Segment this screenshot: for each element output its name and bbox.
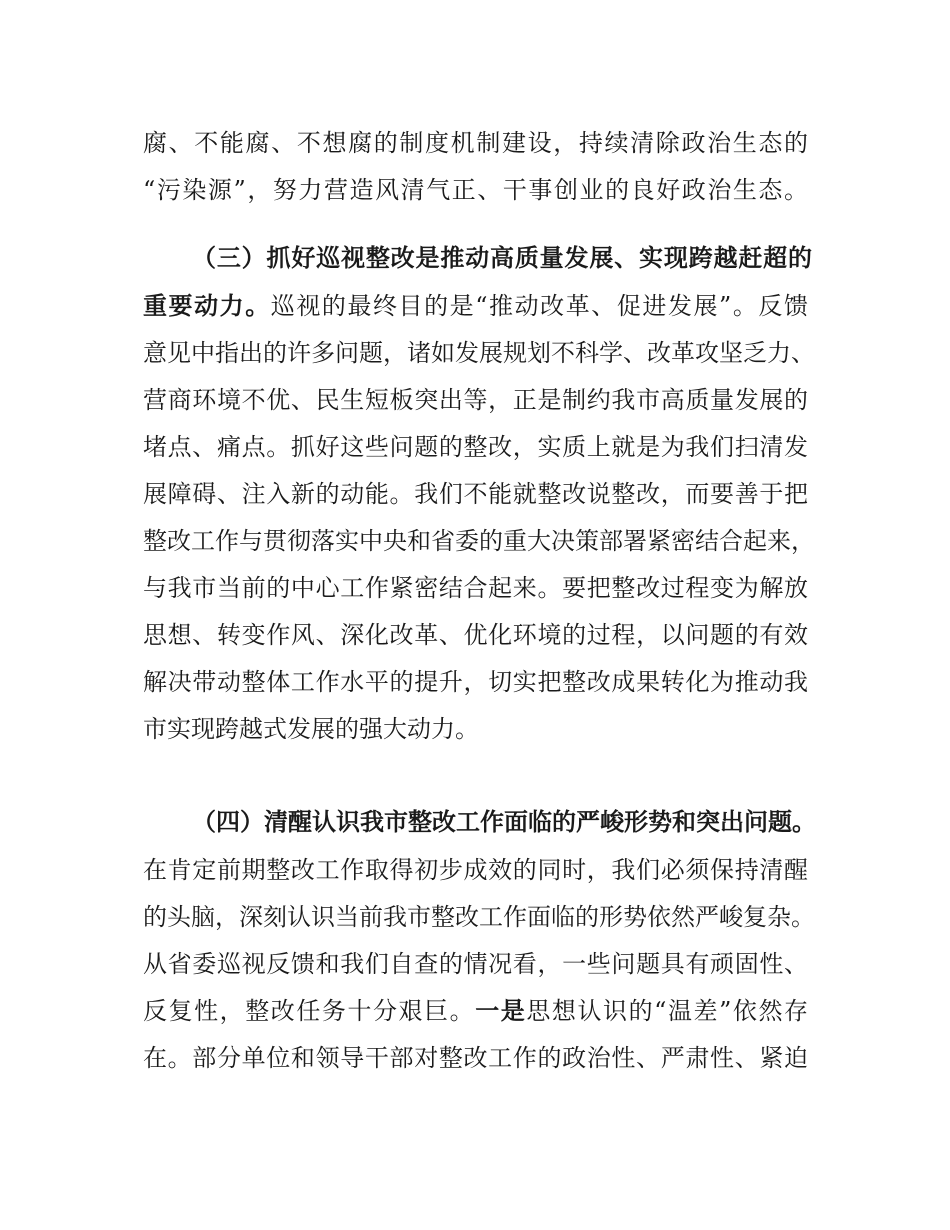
text-line (143, 996, 808, 1026)
body-text: 解决带动整体工作水平的提升，切实把整改成果转化为推动我 (143, 668, 808, 696)
text-line (143, 902, 815, 932)
text-line (143, 1043, 808, 1073)
body-text: 堵点、痛点。抓好这些问题的整改，实质上就是为我们扫清发 (143, 433, 808, 461)
body-text: 的头脑，深刻认识当前我市整改工作面临的形势依然严峻复杂。 (143, 903, 815, 931)
text-line (143, 291, 808, 321)
body-text: 思想、转变作风、深化改革、优化环境的过程，以问题的有效 (143, 621, 808, 649)
text-line (143, 175, 808, 205)
text-line (143, 128, 808, 158)
text-line (143, 338, 815, 368)
text-line (143, 385, 808, 415)
text-line (143, 714, 808, 744)
text-line (143, 667, 808, 697)
section-heading-line (192, 807, 816, 837)
body-text: 腐、不能腐、不想腐的制度机制建设，持续清除政治生态的 (143, 129, 808, 157)
body-text: 在肯定前期整改工作取得初步成效的同时，我们必须保持清醒 (143, 856, 808, 884)
body-text: “污染源”，努力营造风清气正、干事创业的良好政治生态。 (143, 176, 808, 204)
text-line (143, 573, 808, 603)
text-line (143, 855, 808, 885)
body-text: 整改工作与贯彻落实中央和省委的重大决策部署紧密结合起来， (143, 527, 815, 555)
bold-text: （四）清醒认识我市整改工作面临的严峻形势和突出问题。 (192, 808, 816, 836)
text-line (143, 620, 808, 650)
section-heading-line (192, 243, 812, 273)
body-text: 市实现跨越式发展的强大动力。 (143, 715, 479, 743)
text-line (143, 526, 815, 556)
bold-text: 重要动力。 (143, 292, 271, 320)
bold-text: 一是 (475, 997, 527, 1025)
body-text: 展障碍、注入新的动能。我们不能就整改说整改，而要善于把 (143, 480, 808, 508)
body-text: 意见中指出的许多问题，诸如发展规划不科学、改革攻坚乏力、 (143, 339, 815, 367)
text-line (143, 949, 808, 979)
body-text: 巡视的最终目的是“推动改革、促进发展”。反馈 (270, 292, 808, 320)
body-text: 在。部分单位和领导干部对整改工作的政治性、严肃性、紧迫 (143, 1044, 808, 1072)
body-text: 反复性，整改任务十分艰巨。 (143, 997, 476, 1025)
text-line (143, 432, 808, 462)
body-text: 营商环境不优、民生短板突出等，正是制约我市高质量发展的 (143, 386, 808, 414)
body-text: 思想认识的“温差”依然存 (526, 997, 809, 1025)
bold-text: （三）抓好巡视整改是推动高质量发展、实现跨越赶超的 (192, 244, 812, 272)
body-text: 从省委巡视反馈和我们自查的情况看，一些问题具有顽固性、 (143, 950, 808, 978)
body-text: 与我市当前的中心工作紧密结合起来。要把整改过程变为解放 (143, 574, 808, 602)
text-line (143, 479, 808, 509)
